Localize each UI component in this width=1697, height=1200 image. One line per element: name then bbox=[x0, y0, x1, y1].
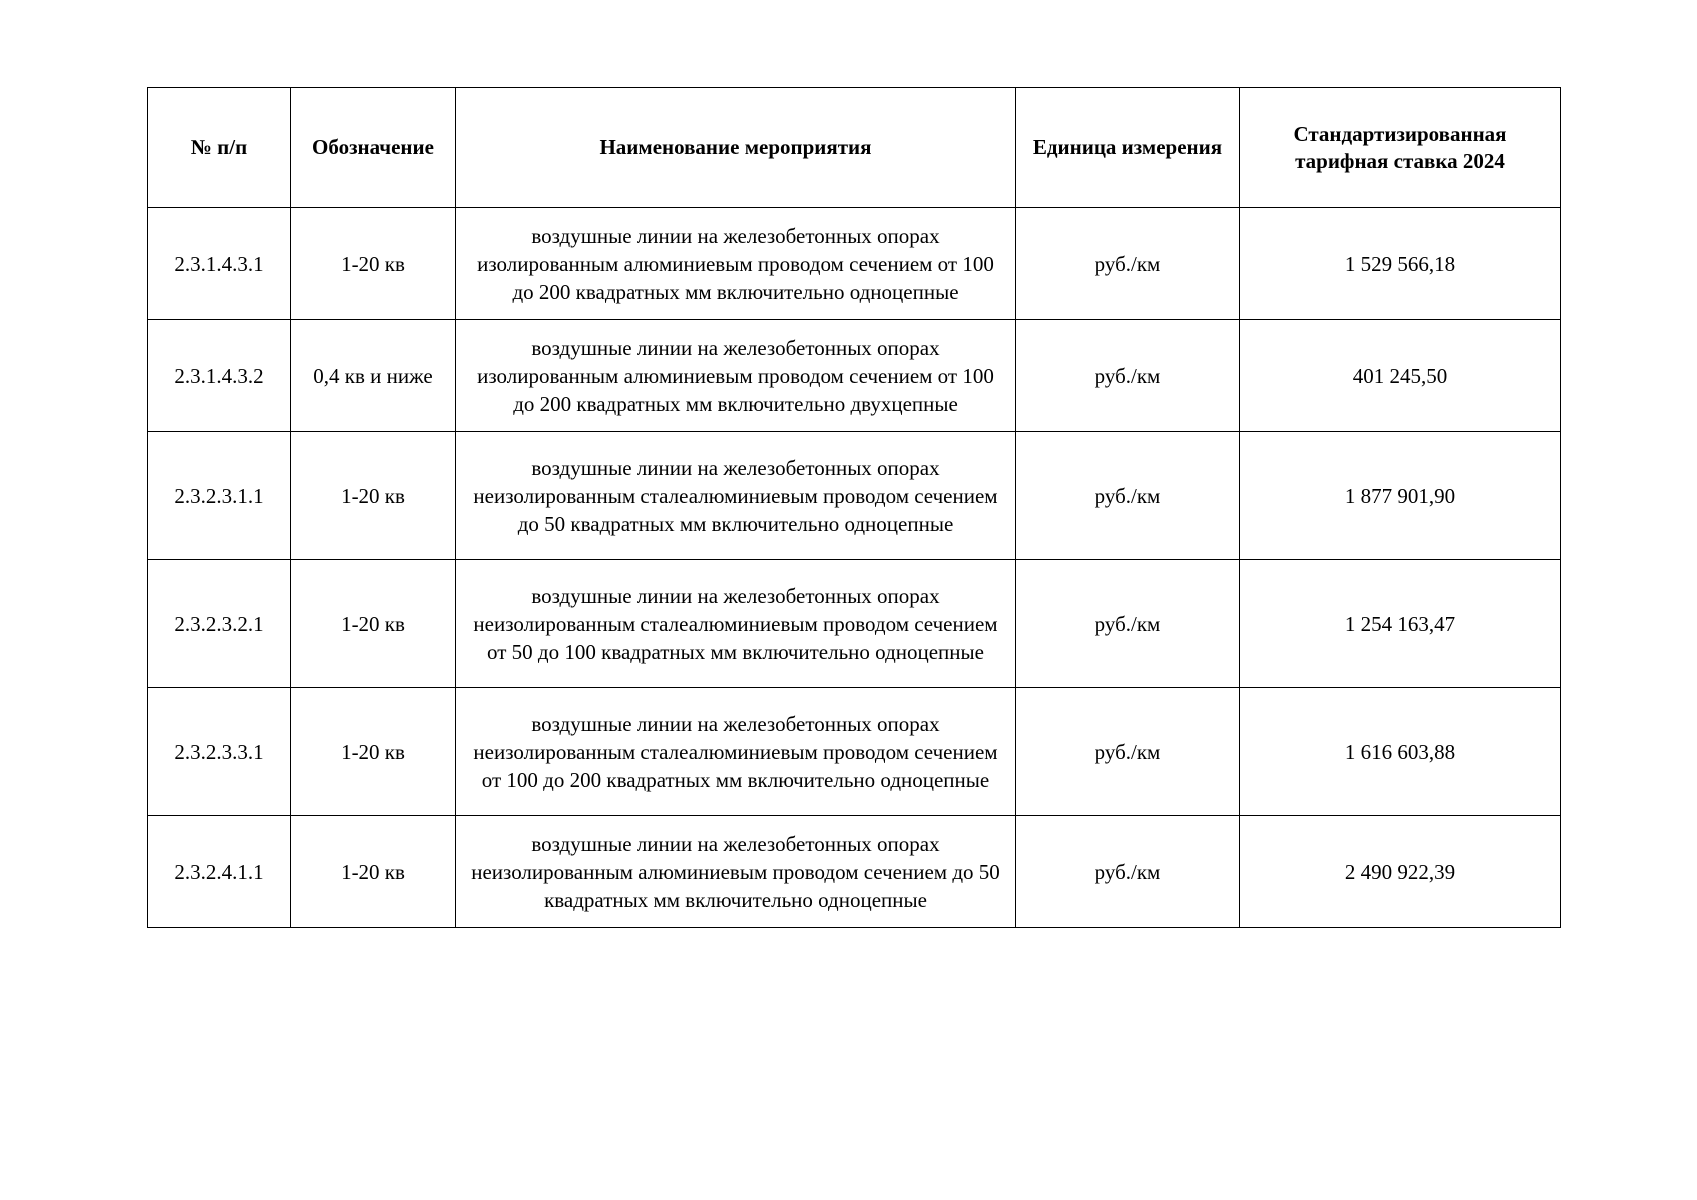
cell-rate: 1 877 901,90 bbox=[1240, 432, 1561, 560]
cell-number: 2.3.2.3.3.1 bbox=[148, 688, 291, 816]
cell-rate: 2 490 922,39 bbox=[1240, 816, 1561, 928]
header-name: Наименование мероприятия bbox=[456, 88, 1016, 208]
table-row bbox=[148, 816, 1561, 928]
table-row bbox=[148, 432, 1561, 560]
cell-code: 1-20 кв bbox=[291, 688, 456, 816]
cell-rate: 401 245,50 bbox=[1240, 320, 1561, 432]
table-body bbox=[148, 208, 1561, 928]
cell-name: воздушные линии на железобетонных опорах неизолированным алюминиевым проводом сечением до 50 квадратных мм включительно одноцепные bbox=[456, 816, 1016, 928]
table-row bbox=[148, 320, 1561, 432]
tariff-table bbox=[147, 87, 1561, 928]
cell-code: 1-20 кв bbox=[291, 432, 456, 560]
cell-code: 1-20 кв bbox=[291, 560, 456, 688]
cell-rate: 1 616 603,88 bbox=[1240, 688, 1561, 816]
cell-name: воздушные линии на железобетонных опорах изолированным алюминиевым проводом сечением от 100 до 200 квадратных мм включительно одноцепные bbox=[456, 208, 1016, 320]
cell-unit: руб./км bbox=[1016, 688, 1240, 816]
cell-number: 2.3.1.4.3.1 bbox=[148, 208, 291, 320]
table-row bbox=[148, 560, 1561, 688]
header-code: Обозначение bbox=[291, 88, 456, 208]
table-row bbox=[148, 688, 1561, 816]
table-header bbox=[148, 88, 1561, 208]
cell-number: 2.3.1.4.3.2 bbox=[148, 320, 291, 432]
cell-unit: руб./км bbox=[1016, 560, 1240, 688]
header-rate: Стандартизированная тарифная ставка 2024 bbox=[1240, 88, 1561, 208]
cell-unit: руб./км bbox=[1016, 320, 1240, 432]
header-unit: Единица измерения bbox=[1016, 88, 1240, 208]
header-row bbox=[148, 88, 1561, 208]
cell-unit: руб./км bbox=[1016, 208, 1240, 320]
cell-unit: руб./км bbox=[1016, 816, 1240, 928]
header-number: № п/п bbox=[148, 88, 291, 208]
cell-number: 2.3.2.3.2.1 bbox=[148, 560, 291, 688]
cell-name: воздушные линии на железобетонных опорах изолированным алюминиевым проводом сечением от 100 до 200 квадратных мм включительно двухцепные bbox=[456, 320, 1016, 432]
cell-code: 1-20 кв bbox=[291, 208, 456, 320]
cell-code: 0,4 кв и ниже bbox=[291, 320, 456, 432]
cell-name: воздушные линии на железобетонных опорах неизолированным сталеалюминиевым проводом сечением от 100 до 200 квадратных мм включительно одноцепные bbox=[456, 688, 1016, 816]
cell-name: воздушные линии на железобетонных опорах неизолированным сталеалюминиевым проводом сечением от 50 до 100 квадратных мм включительно одноцепные bbox=[456, 560, 1016, 688]
cell-rate: 1 529 566,18 bbox=[1240, 208, 1561, 320]
cell-unit: руб./км bbox=[1016, 432, 1240, 560]
cell-rate: 1 254 163,47 bbox=[1240, 560, 1561, 688]
table-row bbox=[148, 208, 1561, 320]
cell-number: 2.3.2.4.1.1 bbox=[148, 816, 291, 928]
cell-code: 1-20 кв bbox=[291, 816, 456, 928]
cell-number: 2.3.2.3.1.1 bbox=[148, 432, 291, 560]
cell-name: воздушные линии на железобетонных опорах неизолированным сталеалюминиевым проводом сечением до 50 квадратных мм включительно одноцепные bbox=[456, 432, 1016, 560]
